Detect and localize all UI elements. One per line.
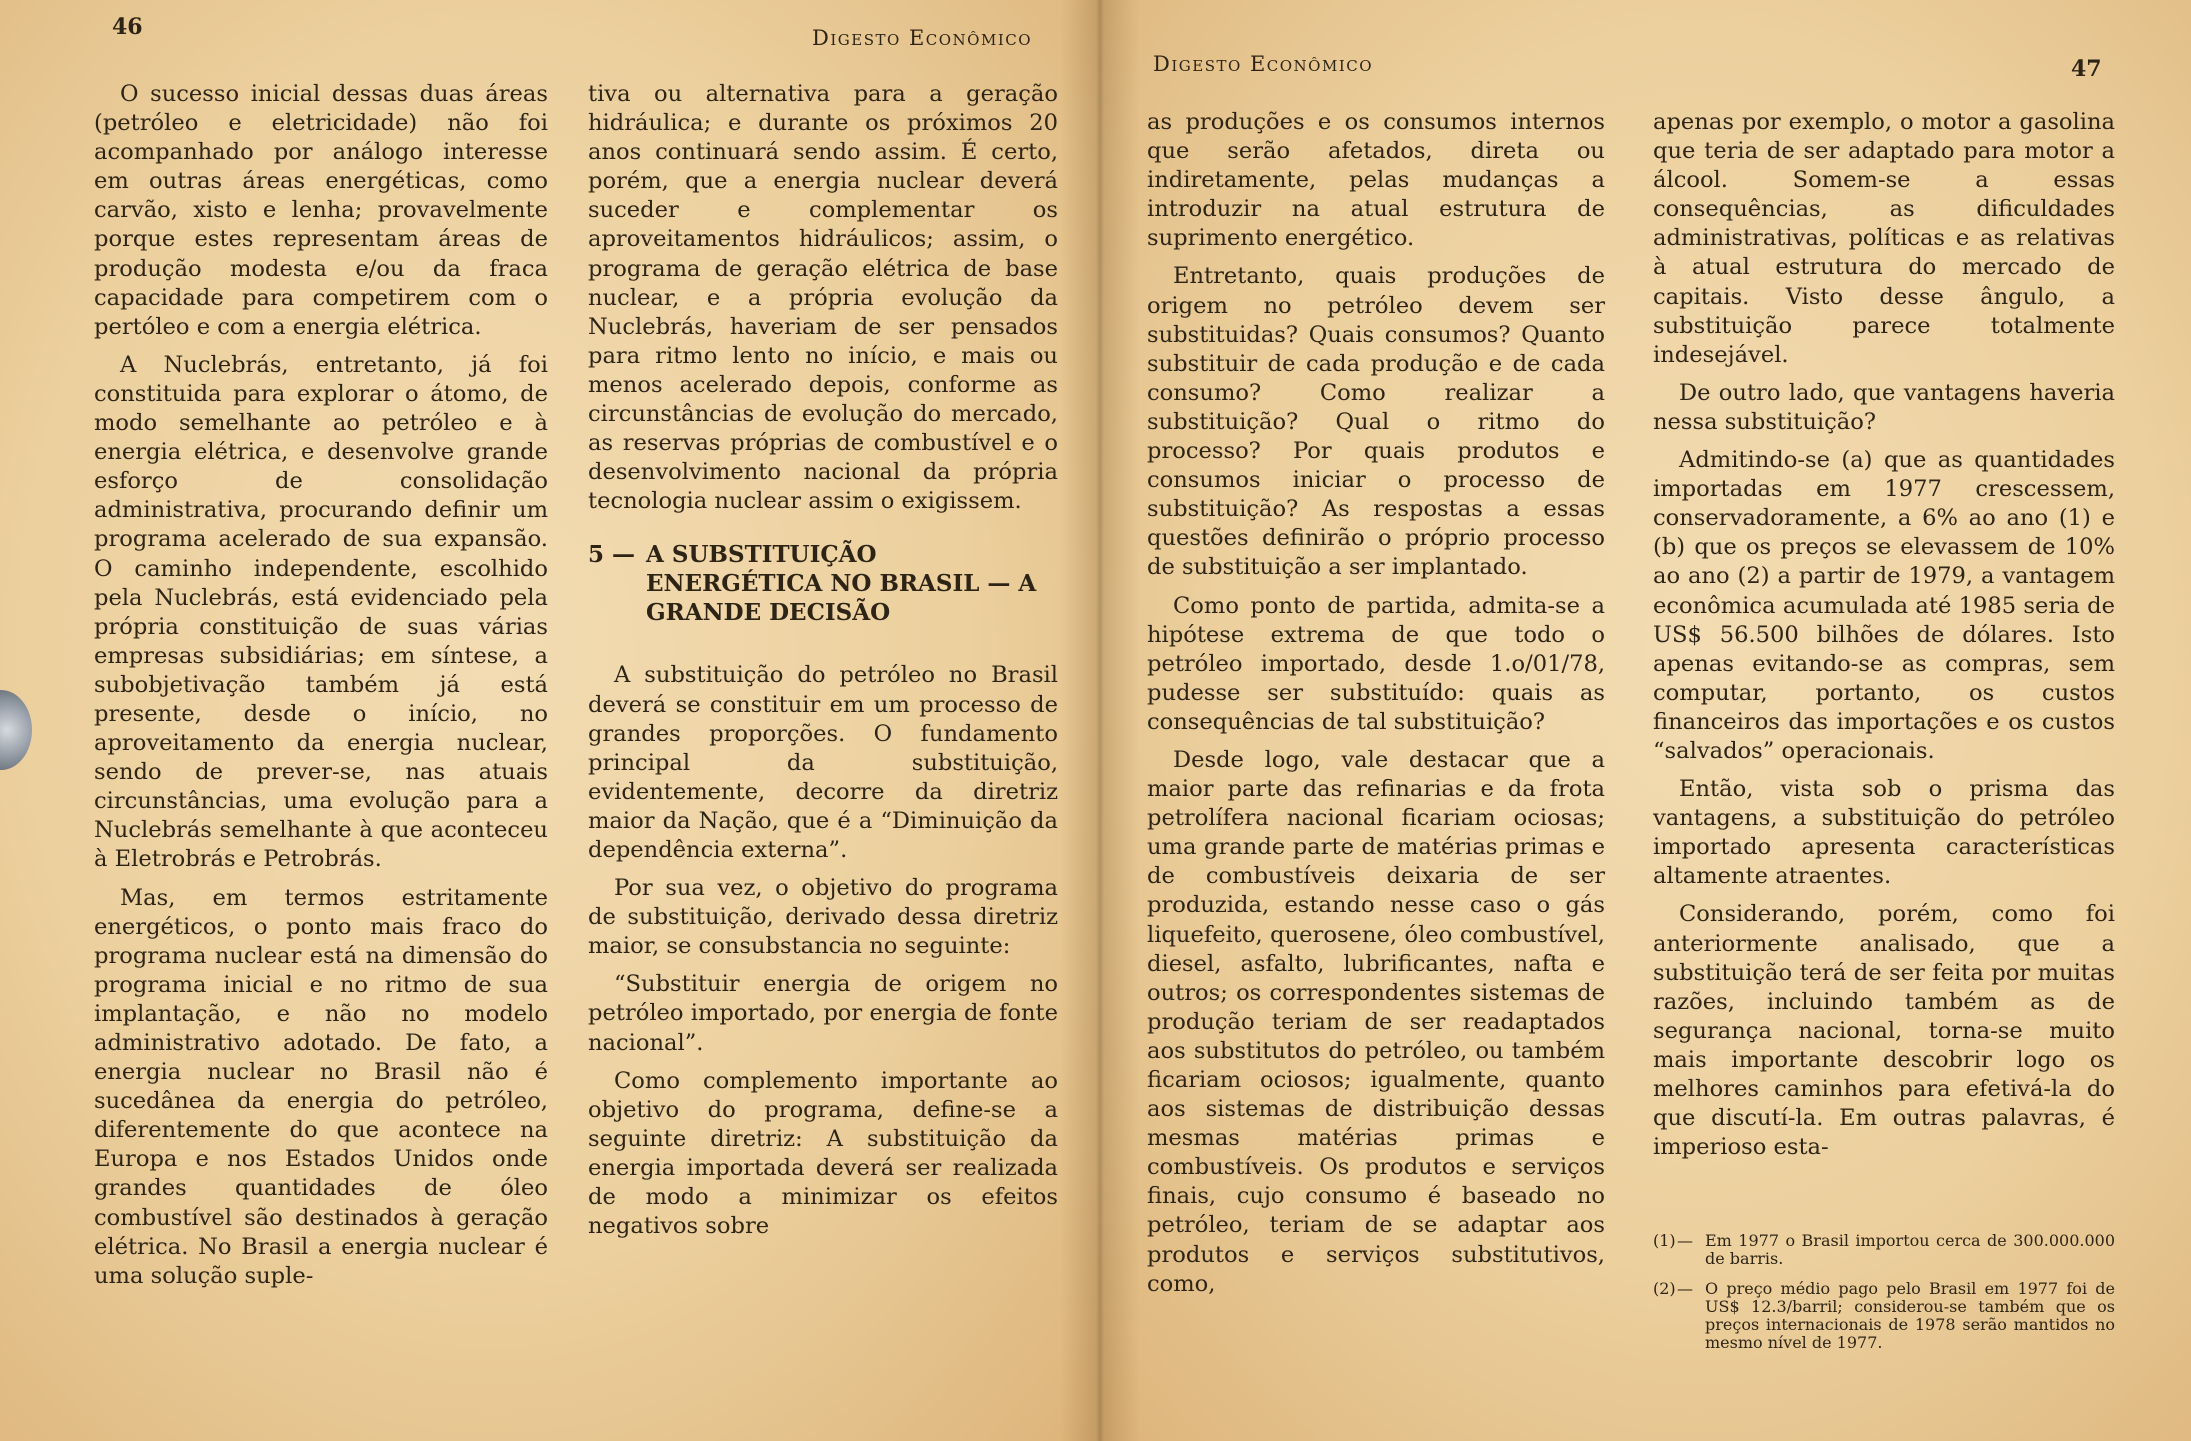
paragraph: Mas, em termos estritamente energéticos, o ponto mais fraco do programa nuclear está na dimensão do programa inicial e no ritmo de sua implantação, e não no modelo administrativo adotado. De fato, a energia nuclear no Brasil não é sucedânea da energia do petróleo, diferentemente do que acontece na Europa e nos Estados Unidos onde grandes quantidades de óleo combustível são destinados à geração elétrica. No Brasil a energia nuclear é uma solução suple- xyxy=(94,884,548,1289)
right-column-1 xyxy=(1147,108,1605,1308)
footnote-1 xyxy=(1653,1232,2115,1268)
page-number-right: 47 xyxy=(2071,56,2102,82)
paragraph: Como ponto de partida, admita-se a hipótese extrema de que todo o petróleo importado, desde 1.o/01/78, pudesse ser substituído: quais as consequências de tal substituição? xyxy=(1147,592,1605,735)
footnote-mark: (1) xyxy=(1653,1231,1676,1250)
paragraph: A Nuclebrás, entretanto, já foi constituida para explorar o átomo, de modo semelhante ao petróleo e à energia elétrica, e desenvolve grande esforço de consolidação administrativa, procurando definir um programa acelerado de sua expansão. O caminho independente, escolhido pela Nuclebrás, está evidenciado pela própria constituição de suas várias empresas subsidiárias; em síntese, a subobjetivação também já está presente, desde o início, no aproveitamento da energia nuclear, sendo de prever-se, nas atuais circunstâncias, uma evolução para a Nuclebrás semelhante à que aconteceu à Eletrobrás e Petrobrás. xyxy=(94,351,548,873)
section-title: A SUBSTITUIÇÃO ENERGÉTICA NO BRASIL — A GRANDE DECISÃO xyxy=(646,541,1037,627)
paragraph: Então, vista sob o prisma das vantagens, a substituição do petróleo importado apresenta características altamente atraentes. xyxy=(1653,776,2115,890)
footnote-dash: — xyxy=(1677,1279,1693,1298)
paragraph: A substituição do petróleo no Brasil deverá se constituir em um processo de grandes proporções. O fundamento principal da substituição, evidentemente, decorre da diretriz maior da Nação, que é a “Diminuição da dependência externa”. xyxy=(588,662,1058,863)
footnote-dash: — xyxy=(1677,1231,1693,1250)
page-number-left: 46 xyxy=(112,14,143,40)
footnotes xyxy=(1653,1232,2115,1364)
footnote-text: Em 1977 o Brasil importou cerca de 300.000.000 de barris. xyxy=(1705,1231,2115,1268)
binder-tab-mark xyxy=(0,690,32,770)
paragraph: Desde logo, vale destacar que a maior parte das refinarias e da frota petrolífera nacional ficariam ociosas; uma grande parte de matérias primas e de combustíveis deixaria de ser produzida, estando nesse caso o gás liquefeito, querosene, óleo combustível, diesel, asfalto, lubrificantes, nafta e outros; os correspondentes sistemas de produção teriam de ser readaptados aos substitutos do petróleo, ou também ficariam ociosos; igualmente, quanto aos sistemas de distribuição dessas mesmas matérias primas e combustíveis. Os produtos e serviços finais, cujo consumo é baseado no petróleo, teriam de se adaptar aos produtos e serviços substitutivos, como, xyxy=(1147,746,1605,1297)
paragraph: O sucesso inicial dessas duas áreas (petróleo e eletricidade) não foi acompanhado por análogo interesse em outras áreas energéticas, como carvão, xisto e lenha; provavelmente porque estes representam áreas de produção modesta e/ou da fraca capacidade para competirem com o pertóleo e com a energia elétrica. xyxy=(94,81,548,340)
running-head-left: Digesto Econômico xyxy=(812,26,1033,50)
section-number: 5 — xyxy=(588,541,636,569)
left-column-2 xyxy=(588,80,1058,1250)
left-column-1 xyxy=(94,80,548,1300)
left-page xyxy=(0,0,1095,1441)
paragraph: Considerando, porém, como foi anteriormente analisado, que a substituição terá de ser feita por muitas razões, incluindo também as de segurança nacional, torna-se muito mais importante descobrir logo os melhores caminhos para efetivá-la do que discutí-la. Em outras palavras, é imperioso esta- xyxy=(1653,901,2115,1161)
paragraph: tiva ou alternativa para a geração hidráulica; e durante os próximos 20 anos continuará sendo assim. É certo, porém, que a energia nuclear deverá suceder e complementar os aproveitamentos hidráulicos; assim, o programa de geração elétrica de base nuclear, e a própria evolução da Nuclebrás, haveriam de ser pensados para ritmo lento no início, e mais ou menos acelerado depois, conforme as circunstâncias de evolução do mercado, as reservas próprias de combustível e o desenvolvimento nacional da própria tecnologia nuclear assim o exigissem. xyxy=(588,81,1058,515)
paragraph: as produções e os consumos internos que serão afetados, direta ou indiretamente, pelas mudanças a introduzir na atual estrutura de suprimento energético. xyxy=(1147,109,1605,252)
paragraph: Admitindo-se (a) que as quantidades importadas em 1977 crescessem, conservadoramente, a 6% ao ano (1) e (b) que os preços se elevassem de 10% ao ano (2) a partir de 1979, a vantagem econômica acumulada até 1985 seria de US$ 56.500 bilhões de dólares. Isto apenas evitando-se as compras, sem computar, portanto, os custos financeiros das importações e os custos “salvados” operacionais. xyxy=(1653,447,2115,764)
right-page xyxy=(1095,0,2191,1441)
paragraph: Como complemento importante ao objetivo do programa, define-se a seguinte diretriz: A substituição da energia importada deverá ser realizada de modo a minimizar os efeitos negativos sobre xyxy=(588,1067,1058,1240)
footnote-2 xyxy=(1653,1280,2115,1352)
quoted-objective: “Substituir energia de origem no petróleo importado, por energia de fonte nacional”. xyxy=(588,971,1058,1056)
footnote-text: O preço médio pago pelo Brasil em 1977 foi de US$ 12.3/barril; considerou-se também que os preços internacionais de 1978 serão mantidos no mesmo nível de 1977. xyxy=(1705,1279,2115,1352)
right-column-2 xyxy=(1653,108,2115,1171)
paragraph: apenas por exemplo, o motor a gasolina que teria de ser adaptado para motor a álcool. Somem-se a essas consequências, as dificuldades administrativas, políticas e as relativas à atual estrutura do mercado de capitais. Visto desse ângulo, a substituição parece totalmente indesejável. xyxy=(1653,109,2115,368)
running-head-right: Digesto Econômico xyxy=(1153,52,1374,76)
paragraph: Por sua vez, o objetivo do programa de substituição, derivado dessa diretriz maior, se consubstancia no seguinte: xyxy=(588,875,1058,960)
footnote-mark: (2) xyxy=(1653,1279,1676,1298)
paragraph: De outro lado, que vantagens haveria nessa substituição? xyxy=(1653,379,2115,435)
section-heading xyxy=(588,540,1058,627)
paragraph: Entretanto, quais produções de origem no petróleo devem ser substituidas? Quais consumos? Quanto substituir de cada produção e de cada consumo? Como realizar a substituição? Qual o ritmo do processo? Por quais produtos e consumos iniciar o processo de substituição? As respostas a essas questões definirão o próprio processo de substituição a ser implantado. xyxy=(1147,263,1605,581)
